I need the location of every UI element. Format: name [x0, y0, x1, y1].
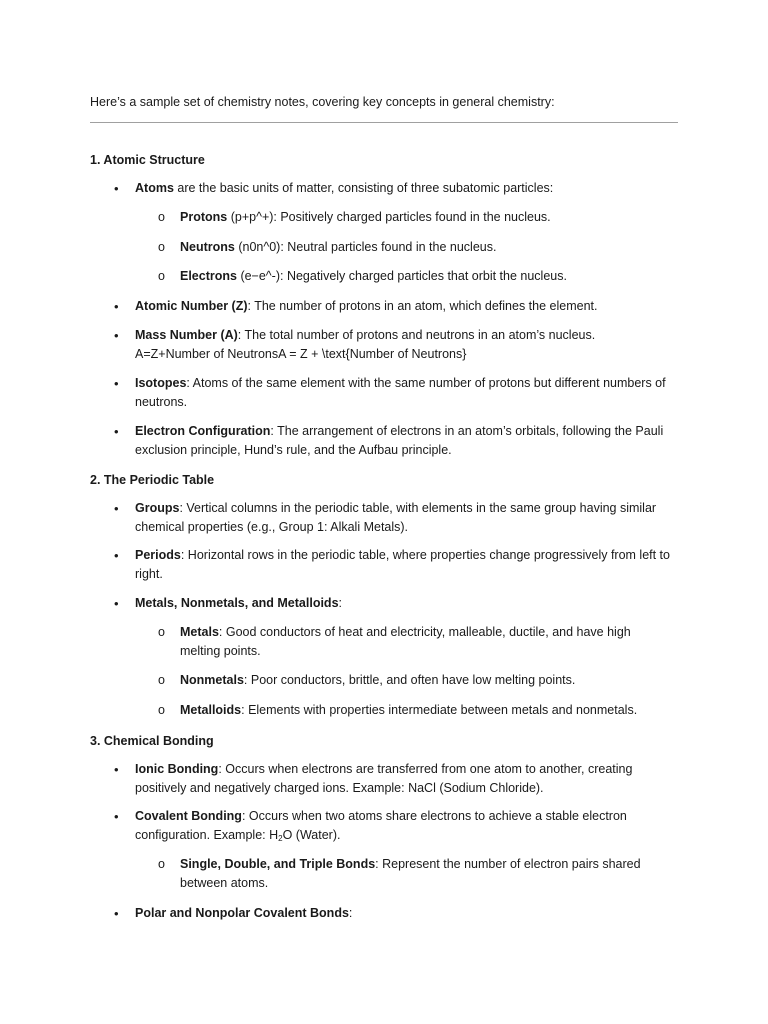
mass-number-formula: A=Z+Number of NeutronsA = Z + \text{Number of Neutrons}	[135, 347, 467, 361]
bullet-icon: •	[114, 762, 119, 777]
list-item-isotopes: Isotopes: Atoms of the same element with the same number of protons but different numbers of neutrons.	[135, 376, 666, 409]
sub-bullet-icon: o	[158, 857, 165, 871]
list-item-ionic-bonding: Ionic Bonding: Occurs when electrons are transferred from one atom to another, creating positively and negatively charged ions. Example: NaCl (Sodium Chloride).	[135, 762, 633, 795]
bullet-icon: •	[114, 299, 119, 314]
list-item-covalent-bonding: Covalent Bonding: Occurs when two atoms share electrons to achieve a stable electron configuration. Example: $H_2O$ (Water).	[135, 809, 627, 843]
list-item-electron-configuration: Electron Configuration: The arrangement of electrons in an atom’s orbitals, following the Pauli exclusion principle, Hund’s rule, and the Aufbau principle.	[135, 424, 664, 457]
list-item-atomic-number: Atomic Number (Z): The number of protons in an atom, which defines the element.	[135, 299, 598, 313]
list-item-mass-number: Mass Number (A): The total number of protons and neutrons in an atom’s nucleus. A=Z+Number of NeutronsA = Z + \text{Number of Neutrons}	[135, 328, 596, 361]
list-item-periods: Periods: Horizontal rows in the periodic table, where properties change progressively from left to right.	[135, 548, 670, 581]
list-item-metalloids: Metalloids: Elements with properties intermediate between metals and nonmetals.	[180, 703, 638, 717]
list-item-nonmetals: Nonmetals: Poor conductors, brittle, and often have low melting points.	[180, 673, 576, 687]
list-item-metals-nonmetals-metalloids: Metals, Nonmetals, and Metalloids:	[135, 596, 342, 610]
bullet-icon: •	[114, 376, 119, 391]
section-heading-periodic-table: 2. The Periodic Table	[90, 473, 215, 487]
sub-bullet-icon: o	[158, 625, 165, 639]
list-item-single-double-triple-bonds: Single, Double, and Triple Bonds: Represent the number of electron pairs shared between atoms.	[180, 857, 641, 890]
bullet-icon: •	[114, 181, 119, 196]
bullet-icon: •	[114, 906, 119, 921]
list-item-protons: Protons (p+p^+): Positively charged particles found in the nucleus.	[180, 210, 551, 224]
sub-bullet-icon: o	[158, 240, 165, 254]
list-item-metals: Metals: Good conductors of heat and electricity, malleable, ductile, and have high melting points.	[180, 625, 631, 658]
section-heading-chemical-bonding: 3. Chemical Bonding	[90, 734, 214, 748]
sub-bullet-icon: o	[158, 703, 165, 717]
bullet-icon: •	[114, 424, 119, 439]
bullet-icon: •	[114, 809, 119, 824]
sub-bullet-icon: o	[158, 269, 165, 283]
bullet-icon: •	[114, 328, 119, 343]
horizontal-rule	[90, 122, 678, 123]
list-item-neutrons: Neutrons (n0n^0): Neutral particles found in the nucleus.	[180, 240, 497, 254]
sub-bullet-icon: o	[158, 210, 165, 224]
list-item-atoms: Atoms are the basic units of matter, consisting of three subatomic particles:	[135, 181, 554, 195]
bullet-icon: •	[114, 548, 119, 563]
section-heading-atomic-structure: 1. Atomic Structure	[90, 153, 205, 167]
list-item-polar-nonpolar-bonds: Polar and Nonpolar Covalent Bonds:	[135, 906, 353, 920]
sub-bullet-icon: o	[158, 673, 165, 687]
list-item-groups: Groups: Vertical columns in the periodic table, with elements in the same group having similar chemical properties (e.g., Group 1: Alkali Metals).	[135, 501, 657, 534]
list-item-electrons: Electrons (e−e^-): Negatively charged particles that orbit the nucleus.	[180, 269, 567, 283]
bullet-icon: •	[114, 596, 119, 611]
bullet-icon: •	[114, 501, 119, 516]
intro-text: Here’s a sample set of chemistry notes, covering key concepts in general chemistry:	[90, 95, 555, 109]
